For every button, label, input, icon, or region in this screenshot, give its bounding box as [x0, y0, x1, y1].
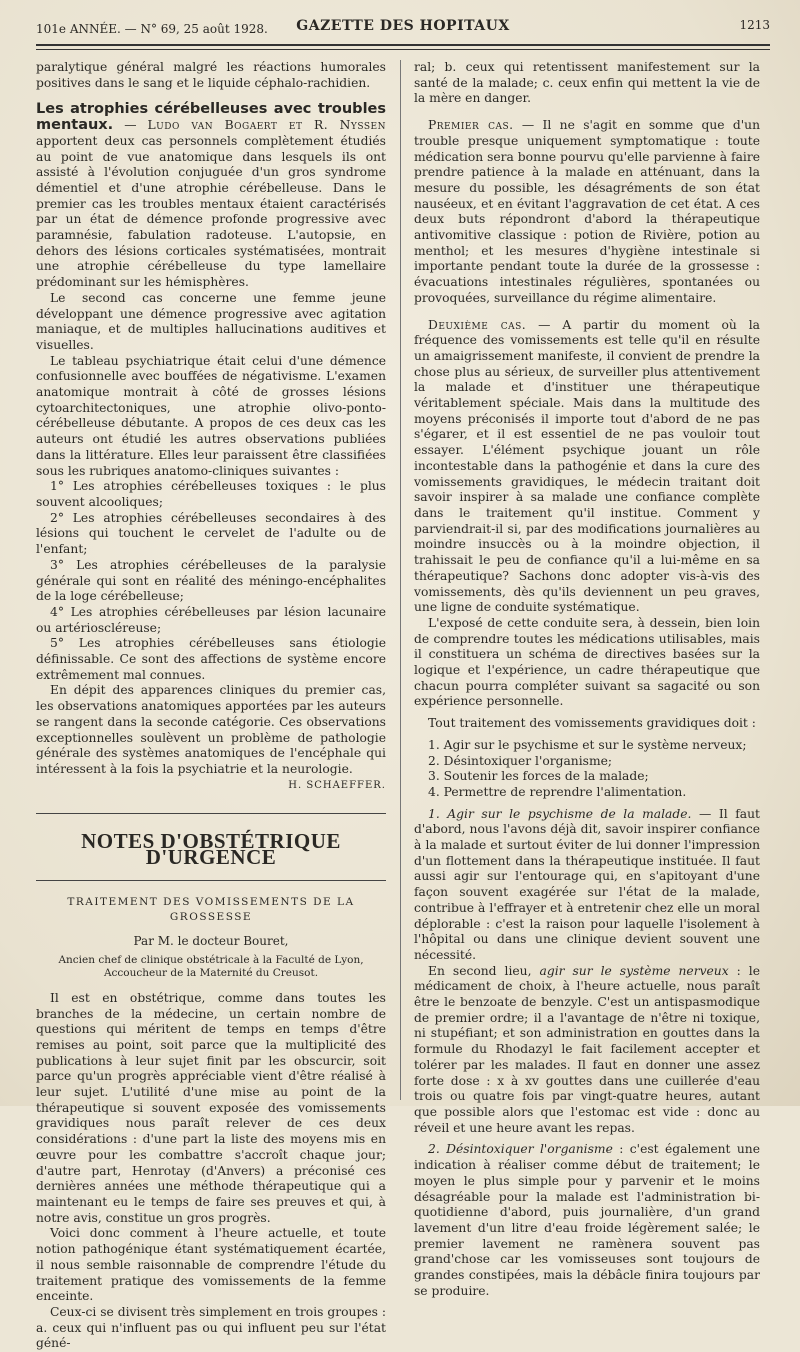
paragraph: ral; b. ceux qui retentissent manifestement sur la santé de la malade; c. ceux enfin qui mettent la vie de la mère en danger.: [414, 60, 760, 106]
subsection-paragraph: [414, 807, 760, 964]
case-paragraph: [414, 118, 760, 306]
subsection-text: : le médicament de choix, à l'heure actuelle, nous paraît être le benzoate de benzyle. C'est un antispasmodique de premier ordre; il a l'avantage de n'être ni toxique, ni stupéfiant; et son administration en gouttes dans la formule du Rhodazyl le fait facilement accepter et tolérer par les malades. Il faut en donner une assez forte dose : x à xv gouttes dans une cuillerée d'eau trois ou quatre fois par vingt-quatre heures, autant que possible alors que l'estomac est vide : donc au réveil et une heure avant les repas.: [414, 963, 760, 1135]
section-heading: Les atrophies cérébelleuses avec troubles mentaux.: [36, 101, 386, 134]
paragraph: paralytique général malgré les réactions humorales positives dans le sang et le liquide céphalo-rachidien.: [36, 60, 386, 90]
list-item: 3° Les atrophies cérébelleuses de la paralysie générale qui sont en réalité des méningo-encéphalites de la loge cérébelleuse;: [36, 557, 386, 604]
header-rule: [36, 44, 770, 46]
paragraph: Le second cas concerne une femme jeune développant une démence progressive avec agitation maniaque, et de multiples hallucinations auditives et visuelles.: [36, 290, 386, 352]
list-item: 1° Les atrophies cérébelleuses toxiques : le plus souvent alcooliques;: [36, 479, 386, 509]
article-author: Par M. le docteur Bouret,: [133, 934, 289, 949]
paragraph: Il est en obstétrique, comme dans toutes les branches de la médecine, un certain nombre de questions qui méritent de temps en temps d'être remises au point, soit parce que la multiplicité des publications à leur sujet finit par les obscurcir, soit parce qu'un progrès appréciable vient d'être réalisé à leur sujet. L'utilité d'une mise au point de la thérapeutique si souvent exposée des vomissements gravidiques nous paraît relever de ces deux considérations : d'une part la liste des moyens mis en œuvre pour les combattre s'accroît chaque jour; d'autre part, Henrotay (d'Anvers) a préconisé ces dernières années une méthode thérapeutique qui a maintenant eu le temps de faire ses preuves et qui, à notre avis, constitue un gros progrès.: [36, 990, 386, 1225]
case-label: Premier cas.: [428, 118, 514, 133]
list-item: 2° Les atrophies cérébelleuses secondaires à des lésions qui touchent le cervelet de l'adulte ou de l'enfant;: [36, 510, 386, 557]
header-issue: 101e ANNÉE. — N° 69, 25 août 1928.: [36, 22, 268, 36]
left-column: [36, 60, 386, 1352]
header-journal-title: GAZETTE DES HOPITAUX: [296, 18, 510, 34]
list-item: 3. Soutenir les forces de la malade;: [428, 769, 649, 784]
list-item: 4° Les atrophies cérébelleuses par lésion lacunaire ou artérioscléreuse;: [36, 604, 386, 635]
subsection-paragraph: [414, 1142, 760, 1299]
notes-title-box: [36, 813, 386, 880]
list-item: 5° Les atrophies cérébelleuses sans étiologie définissable. Ce sont des affections de système encore extrêmement mal connues.: [36, 636, 386, 682]
case-text: — A partir du moment où la fréquence des vomissements est telle qu'il en résulte un amaigrissement manifeste, il convient de prendre la chose plus au sérieux, de surveiller plus attentivement la malade et d'instituer une thérapeutique véritablement spéciale. Mais dans la multitude des moyens préconisés il importe tout d'abord de ne pas s'égarer, et il est essentiel de ne pas vouloir tout essayer. L'élément psychique jouant un rôle incontestable dans la pathogénie et dans la cure des vomissements gravidiques, le médecin traitant doit savoir inspirer à sa malade une confiance complète dans le traitement qu'il institue. Comment y parviendrait-il si, par des modifications journalières au moindre insuccès ou à la moindre objection, il trahissait le peu de confiance qu'il a lui-même en sa thérapeutique? Sachons donc adopter vis-à-vis des vomissements, dès qu'ils deviennent un peu graves, une ligne de conduite systématique.: [414, 317, 760, 615]
paragraph: En dépit des apparences cliniques du premier cas, les observations anatomiques apportées par les auteurs se rangent dans la seconde catégorie. Ces observations exceptionnelles soulèvent un problème de pathologie générale des systèmes anatomiques de l'encéphale qui intéressent à la fois la psychiatrie et la neurologie.: [36, 683, 386, 776]
list-item: 4. Permettre de reprendre l'alimentation.: [428, 784, 687, 799]
header-page-number: 1213: [739, 18, 770, 32]
case-label: Deuxième cas.: [428, 317, 527, 332]
author-affiliation: Ancien chef de clinique obstétricale à la Faculté de Lyon, Accoucheur de la Maternité du Creusot.: [58, 953, 364, 979]
subsection-label: 2. Désintoxiquer l'organisme: [428, 1142, 613, 1157]
subsection-text: : c'est également une indication à réaliser comme début de traitement; le moyen le plus simple pour y parvenir et le moins désagréable pour la malade est l'administration bi-quotidienne d'abord, puis journalière, d'un grand lavement d'un litre d'eau froide légèrement salée; le premier lavement ne ramènera souvent pas grand'chose car les vomisseuses sont toujours de grandes constipées, mais la débâcle finira toujours par se produire.: [414, 1142, 760, 1298]
subsection-label: agir sur le système nerveux: [539, 963, 729, 978]
heading-dash: —: [124, 118, 137, 133]
authors: Ludo van Bogaert et R. Nyssen: [147, 118, 386, 133]
list-item: 2. Désintoxiquer l'organisme;: [428, 753, 613, 768]
lead-text: En second lieu,: [428, 963, 532, 978]
subsection-text: — Il faut d'abord, nous l'avons déjà dit, savoir inspirer confiance à la malade et surtout éviter de lui donner l'impression d'un flottement dans la thérapeutique instituée. Il faut aussi agir sur l'entourage qui, en s'apitoyant d'une façon souvent exagérée sur l'état de la malade, contribue à l'effrayer et à entretenir chez elle un moral déplorable : c'est la raison pour laquelle l'isolement à l'hôpital ou dans une clinique devient souvent une nécessité.: [414, 806, 760, 962]
paragraph-text: apportent deux cas personnels complètement étudiés au point de vue anatomique dans lesquels ils ont assisté à l'évolution conjuguée d'un gros syndrome démentiel et d'une atrophie cérébelleuse. Dans le premier cas les troubles mentaux étaient caractérisés par un état de démence profonde progressive avec paramnésie, fabulation radoteuse. L'autopsie, en dehors des lésions corticales systématisées, montrait une atrophie cérébelleuse du type lamellaire prédominant sur les hémisphères.: [36, 133, 386, 290]
paragraph: Ceux-ci se divisent très simplement en trois groupes : a. ceux qui n'influent pas ou qui influent peu sur l'état géné-: [36, 1304, 386, 1351]
header-rule-thin: [36, 49, 770, 50]
article-title: TRAITEMENT DES VOMISSEMENTS DE LA GROSSESSE: [67, 895, 355, 924]
section-paragraph: [36, 102, 386, 290]
list-item: 1. Agir sur le psychisme et sur le système nerveux;: [428, 737, 747, 752]
case-paragraph: [414, 318, 760, 616]
case-text: — Il ne s'agit en somme que d'un trouble presque uniquement symptomatique : toute médication sera bonne pourvu qu'elle parvienne à faire prendre patience à la malade en atténuant, dans la mesure du possible, les désagréments de son état nauséeux, et en évitant l'aggravation de cet état. A ces deux buts répondront d'abord la thérapeutique antivomitive classique : potion de Rivière, potion au menthol; et les mesures d'hygiène intestinale si importante pendant toute la durée de la grossesse : évacuations intestinales régulières, spontanées ou provoquées, surveillance du régime alimentaire.: [414, 118, 760, 305]
signature: H. SCHAEFFER.: [288, 779, 386, 791]
paragraph: Voici donc comment à l'heure actuelle, et toute notion pathogénique étant systématiquement écartée, il nous semble raisonnable de comprendre l'étude du traitement pratique des vomissements de la femme enceinte.: [36, 1226, 386, 1304]
paragraph: Tout traitement des vomissements gravidiques doit :: [428, 716, 756, 731]
subsection-label: 1. Agir sur le psychisme de la malade.: [428, 806, 692, 821]
section-title: NOTES D'OBSTÉTRIQUE D'URGENCE: [81, 829, 341, 870]
right-column: [414, 60, 760, 1299]
paragraph: L'exposé de cette conduite sera, à dessein, bien loin de comprendre toutes les médications utilisables, mais il constituera un schéma de directives basées sur la logique et l'expérience, un cadre thérapeutique que chacun pourra compléter suivant sa sagacité ou son expérience personnelle.: [414, 615, 760, 709]
column-separator: [400, 60, 401, 1100]
running-header: [36, 18, 770, 42]
paragraph: Le tableau psychiatrique était celui d'une démence confusionnelle avec bouffées de négativisme. L'examen anatomique montrait à côté de grosses lésions cytoarchitectoniques, une atrophie olivo-ponto-cérébelleuse débutante. A propos de ces deux cas les auteurs ont étudié les autres observations publiées dans la littérature. Elles leur paraissent être classifiées sous les rubriques anatomo-cliniques suivantes :: [36, 353, 386, 478]
subsection-paragraph: [414, 964, 760, 1137]
